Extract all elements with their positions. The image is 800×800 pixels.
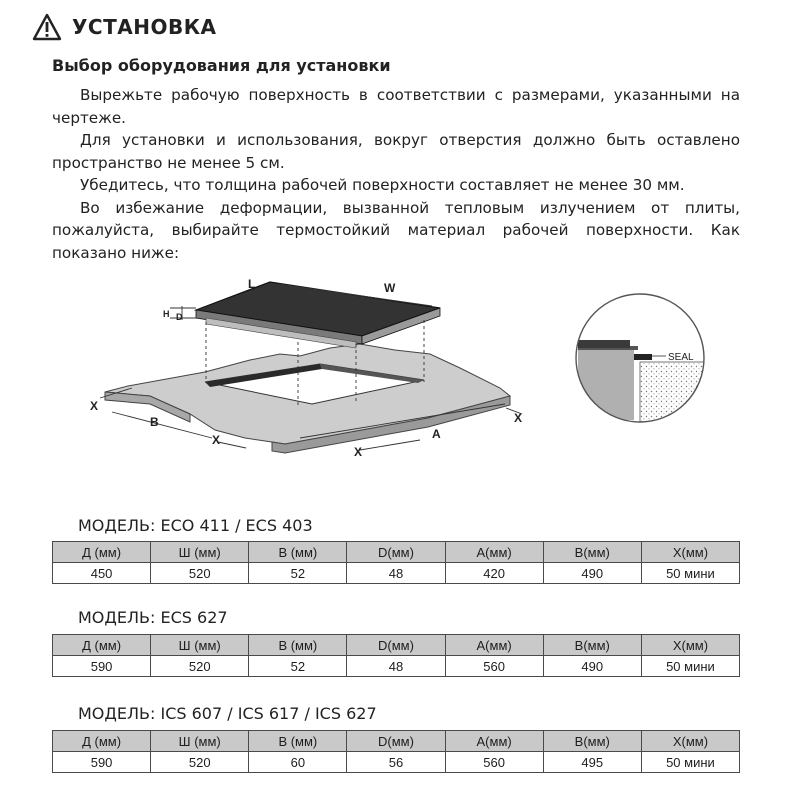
dim-label-w: W [384,281,396,295]
value-cell: 590 [53,656,151,677]
header-cell: B(мм) [543,635,641,656]
value-cell: 520 [151,752,249,773]
table-header-row [53,635,740,656]
dim-label-x: X [212,433,221,447]
installation-diagram [0,270,800,470]
hob [196,282,440,348]
header-cell: D(мм) [347,731,445,752]
paragraph: Вырежьте рабочую поверхность в соответствии с размерами, указанными на чертеже. [52,86,740,127]
header-cell: Д (мм) [53,635,151,656]
value-cell: 495 [543,752,641,773]
header-cell: В (мм) [249,731,347,752]
paragraph: Для установки и использования, вокруг отверстия должно быть оставлено пространство не менее 5 см. [52,131,740,172]
table-row [53,752,740,773]
value-cell: 420 [445,563,543,584]
header-cell: Д (мм) [53,542,151,563]
header-cell: Ш (мм) [151,731,249,752]
value-cell: 520 [151,563,249,584]
paragraph: Во избежание деформации, вызванной тепловым излучением от плиты, пожалуйста, выбирайте термостойкий материал рабочей поверхности. Как показано ниже: [52,198,740,262]
dim-label-x: X [514,411,523,425]
value-cell: 60 [249,752,347,773]
dim-label-a: A [432,427,441,441]
table-row [53,656,740,677]
header-cell: X(мм) [641,635,739,656]
header-cell: B(мм) [543,542,641,563]
value-cell: 50 мини [641,563,739,584]
header-cell: В (мм) [249,635,347,656]
value-cell: 52 [249,563,347,584]
seal-detail [576,294,706,424]
dim-label-x: X [90,399,99,413]
section-title: УСТАНОВКА [72,15,217,39]
table-row [53,563,740,584]
warning-triangle-icon [32,13,62,41]
header-cell: Ш (мм) [151,635,249,656]
dim-label-b: B [150,415,159,429]
section-header [32,10,217,44]
paragraph: Убедитесь, что толщина рабочей поверхности составляет не менее 30 мм. [80,176,685,194]
value-cell: 48 [347,656,445,677]
value-cell: 50 мини [641,656,739,677]
spec-table [52,730,740,773]
value-cell: 56 [347,752,445,773]
header-cell: D(мм) [347,542,445,563]
dim-label-d: D [176,312,183,322]
value-cell: 48 [347,563,445,584]
value-cell: 560 [445,656,543,677]
dim-label-x: X [354,445,363,459]
value-cell: 52 [249,656,347,677]
header-cell: A(мм) [445,542,543,563]
model-label: МОДЕЛЬ: ICS 607 / ICS 617 / ICS 627 [78,704,377,723]
spec-table [52,541,740,584]
table-header-row [53,542,740,563]
dim-label-l: L [248,277,256,291]
header-cell: D(мм) [347,635,445,656]
value-cell: 490 [543,563,641,584]
header-cell: A(мм) [445,635,543,656]
model-label: МОДЕЛЬ: ECS 627 [78,608,228,627]
spec-table [52,634,740,677]
value-cell: 520 [151,656,249,677]
table-header-row [53,731,740,752]
value-cell: 450 [53,563,151,584]
value-cell: 560 [445,752,543,773]
value-cell: 590 [53,752,151,773]
header-cell: Д (мм) [53,731,151,752]
value-cell: 50 мини [641,752,739,773]
dim-label-h: H [163,309,170,319]
header-cell: X(мм) [641,731,739,752]
seal-label: SEAL [668,352,694,363]
model-label: МОДЕЛЬ: ECO 411 / ECS 403 [78,516,313,535]
header-cell: Ш (мм) [151,542,249,563]
header-cell: X(мм) [641,542,739,563]
instructions-text [52,84,740,264]
header-cell: B(мм) [543,731,641,752]
header-cell: В (мм) [249,542,347,563]
subsection-title: Выбор оборудования для установки [52,56,391,75]
header-cell: A(мм) [445,731,543,752]
value-cell: 490 [543,656,641,677]
